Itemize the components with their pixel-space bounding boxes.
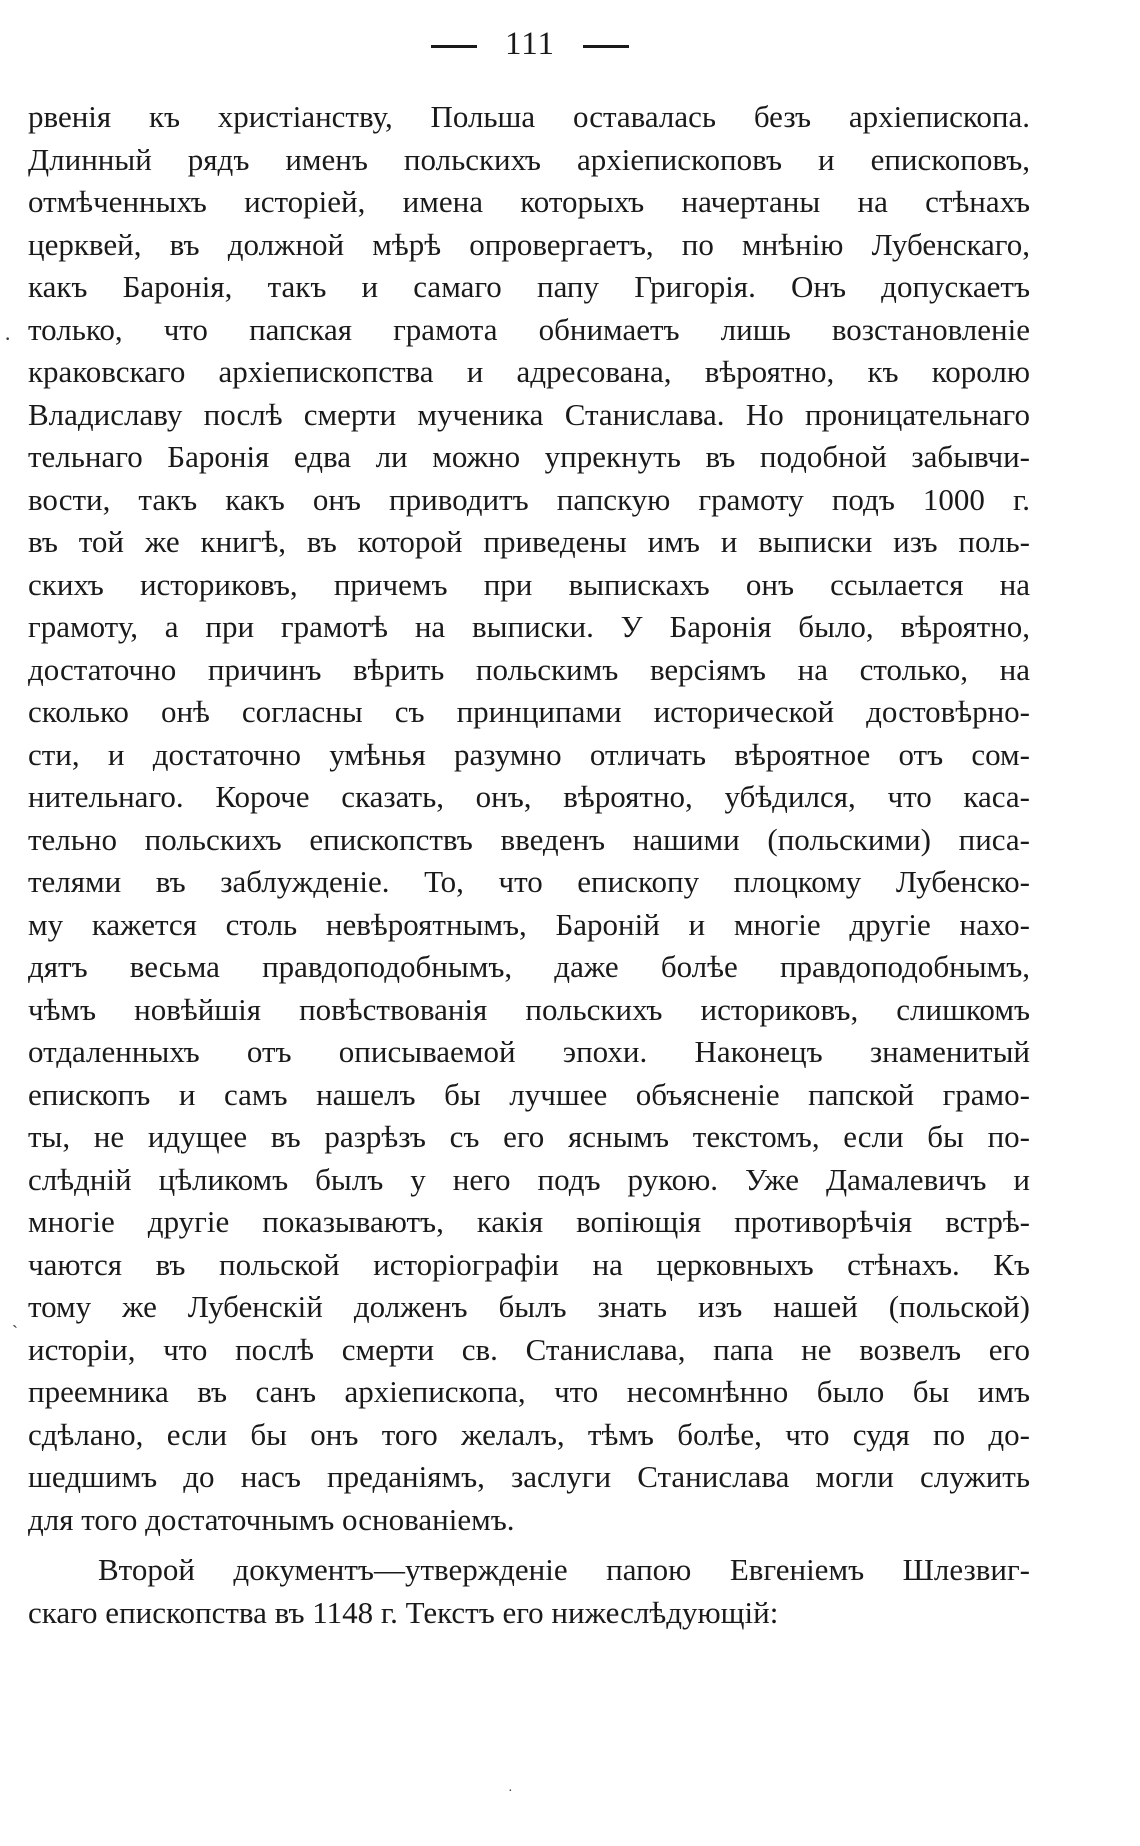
text-line: тельно польскихъ епископствъ введенъ нашими (польскими) писа-	[28, 821, 1030, 857]
text-line: церквей, въ должной мѣрѣ опровергаетъ, по мнѣнію Лубенскаго,	[28, 226, 1030, 262]
text-line: епископъ и самъ нашелъ бы лучшее объясненіе папской грамо-	[28, 1076, 1030, 1112]
text-line: сдѣлано, если бы онъ того желалъ, тѣмъ болѣе, что судя по до-	[28, 1416, 1030, 1452]
text-line: отмѣченныхъ исторіей, имена которыхъ начертаны на стѣнахъ	[28, 184, 1030, 219]
text-line: грамоту, а при грамотѣ на выписки. У Баронія было, вѣроятно,	[28, 609, 1030, 644]
text-line: тельнаго Баронія едва ли можно упрекнуть въ подобной забывчи-	[28, 439, 1030, 474]
paragraph-2	[28, 1549, 1030, 1634]
text-line: Второй документъ—утвержденіе папою Евгеніемъ Шлезвиг-	[98, 1552, 1030, 1587]
text-line: рвенія къ христіанству, Польша оставалась безъ архіепископа.	[28, 99, 1030, 134]
text-line: Длинный рядъ именъ польскихъ архіепископовъ и епископовъ,	[28, 141, 1030, 177]
text-line: чѣмъ новѣйшія повѣствованія польскихъ историковъ, слишкомъ	[28, 991, 1030, 1027]
text-line: ты, не идущее въ разрѣзъ съ его яснымъ текстомъ, если бы по-	[28, 1119, 1030, 1154]
text-line: сколько онѣ согласны съ принципами исторической достовѣрно-	[28, 694, 1030, 729]
text-line: въ той же книгѣ, въ которой приведены имъ и выписки изъ поль-	[28, 524, 1030, 559]
text-line: тому же Лубенскій долженъ былъ знать изъ нашей (польской)	[28, 1289, 1030, 1324]
paragraph-gap	[28, 1541, 1030, 1549]
page-header	[0, 26, 1060, 63]
page-number-dash-left	[431, 45, 477, 48]
margin-dot: ·	[4, 326, 12, 351]
text-line: шедшимъ до насъ преданіямъ, заслуги Станислава могли служить	[28, 1459, 1030, 1494]
text-line: скаго епископства въ 1148 г. Текстъ его нижеслѣдующій:	[28, 1594, 779, 1630]
margin-tick: ˏ	[12, 1308, 18, 1328]
text-line: дятъ весьма правдоподобнымъ, даже болѣе правдоподобнымъ,	[28, 949, 1030, 984]
text-line: му кажется столь невѣроятнымъ, Бароній и многіе другіе нахо-	[28, 906, 1030, 942]
text-line: чаются въ польской исторіографіи на церковныхъ стѣнахъ. Къ	[28, 1246, 1030, 1282]
page-number: 111	[504, 26, 556, 62]
stray-dot: ·	[508, 1784, 513, 1799]
text-line: скихъ историковъ, причемъ при выпискахъ онъ ссылается на	[28, 566, 1030, 602]
text-line: преемника въ санъ архіепископа, что несомнѣнно было бы имъ	[28, 1374, 1030, 1409]
text-line: телями въ заблужденіе. То, что епископу плоцкому Лубенско-	[28, 864, 1030, 899]
text-line: исторіи, что послѣ смерти св. Станислава, папа не возвелъ его	[28, 1331, 1030, 1367]
text-line: нительнаго. Короче сказать, онъ, вѣроятно, убѣдился, что каса-	[28, 779, 1030, 814]
body-text	[28, 96, 1030, 1634]
text-line: краковскаго архіепископства и адресована, вѣроятно, къ королю	[28, 354, 1030, 389]
text-line: какъ Баронія, такъ и самаго папу Григорія. Онъ допускаетъ	[28, 269, 1030, 304]
text-line: сти, и достаточно умѣнья разумно отличать вѣроятное отъ сом-	[28, 736, 1030, 772]
paragraph-1	[28, 96, 1030, 1541]
text-line: многіе другіе показываютъ, какія вопіющія противорѣчія встрѣ-	[28, 1204, 1030, 1239]
text-line: Владиславу послѣ смерти мученика Станислава. Но проницательнаго	[28, 396, 1030, 432]
text-line: слѣдній цѣликомъ былъ у него подъ рукою. Уже Дамалевичъ и	[28, 1161, 1030, 1197]
text-line: достаточно причинъ вѣрить польскимъ версіямъ на столько, на	[28, 651, 1030, 687]
page-number-dash-right	[583, 45, 629, 48]
text-line: для того достаточнымъ основаніемъ.	[28, 1501, 515, 1537]
text-line: только, что папская грамота обнимаетъ лишь возстановленіе	[28, 311, 1030, 347]
text-line: вости, такъ какъ онъ приводитъ папскую грамоту подъ 1000 г.	[28, 481, 1030, 517]
text-line: отдаленныхъ отъ описываемой эпохи. Наконецъ знаменитый	[28, 1034, 1030, 1069]
